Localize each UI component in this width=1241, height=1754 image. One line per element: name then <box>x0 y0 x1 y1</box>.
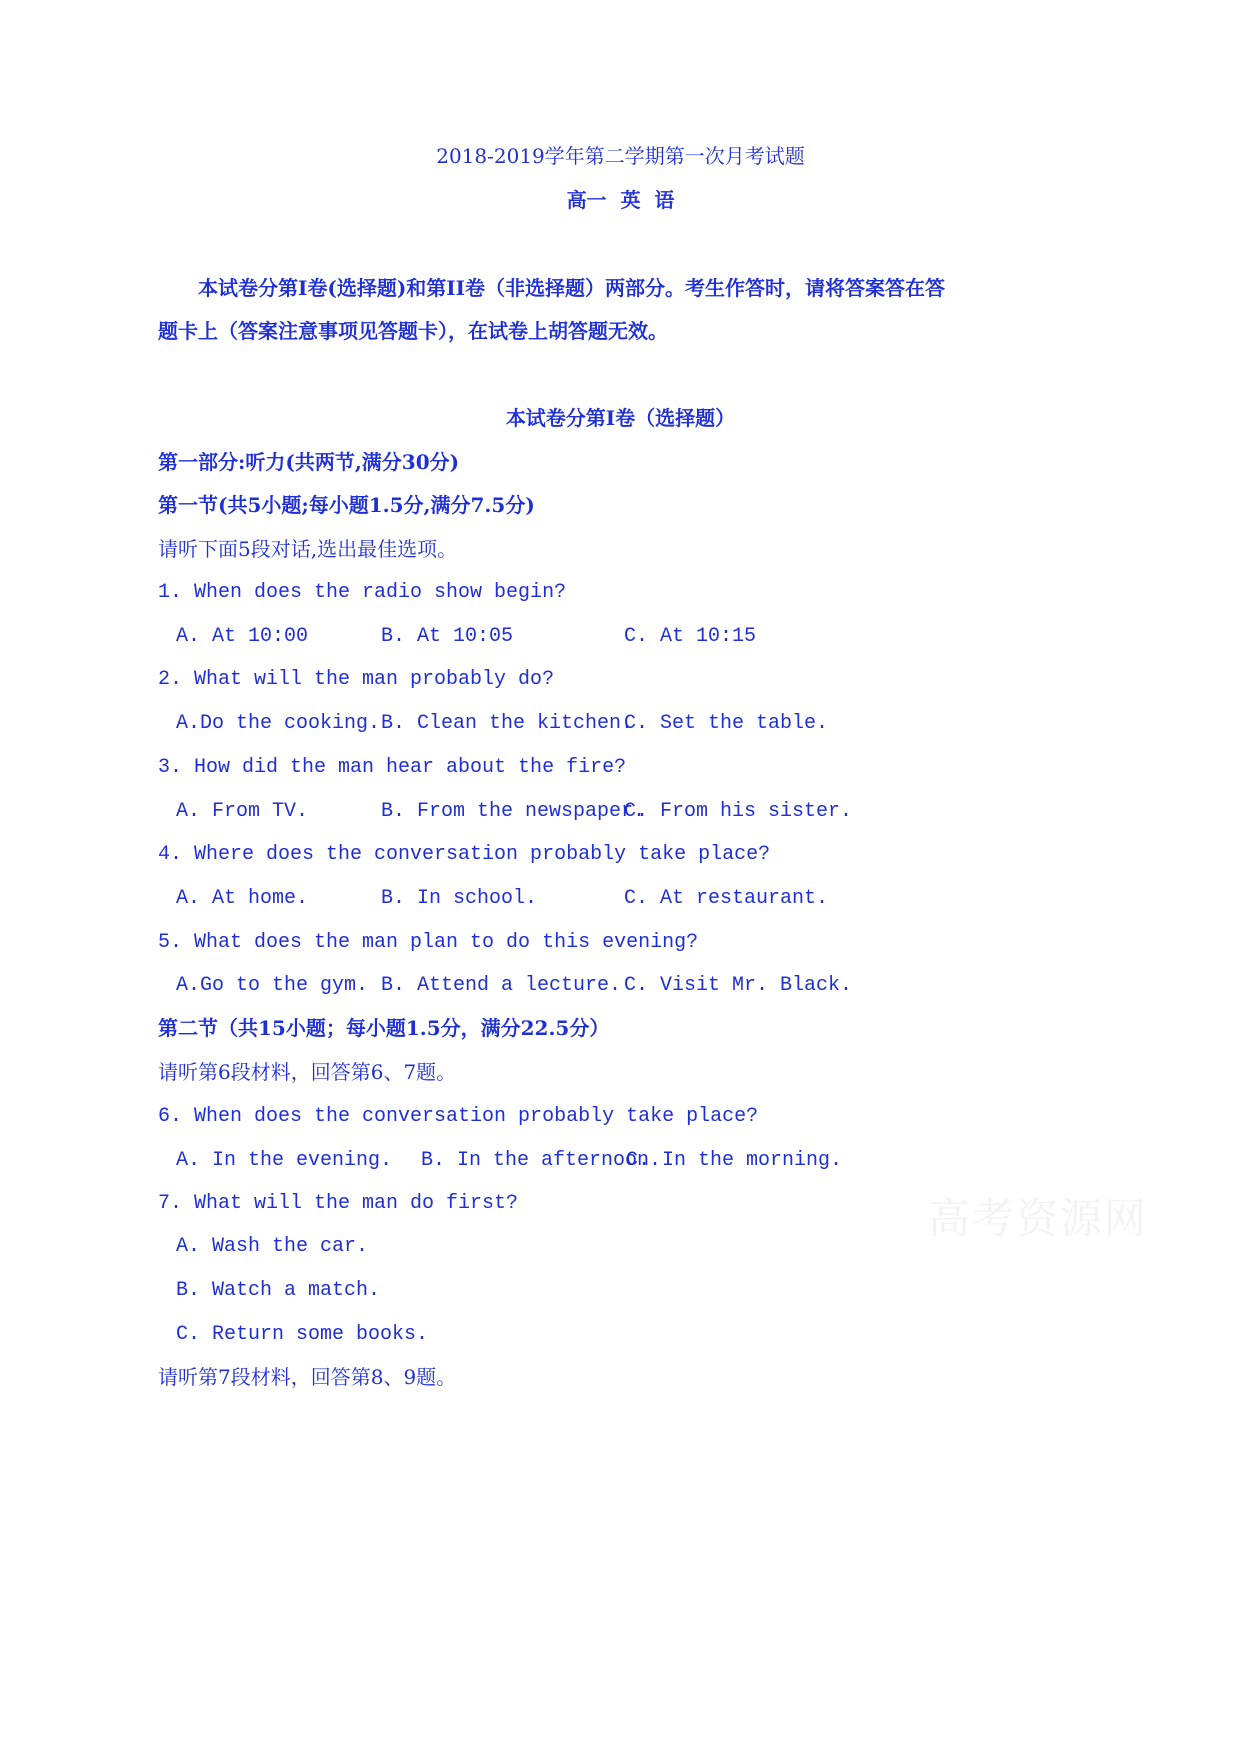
section2-instruction-1: 请听第6段材料，回答第6、7题。 <box>158 1060 457 1084</box>
question-5: 5. What does the man plan to do this evening? <box>158 931 699 954</box>
q7-option-c: C. Return some books. <box>176 1323 429 1346</box>
question-2: 2. What will the man probably do? <box>158 668 555 691</box>
section1-instruction: 请听下面5段对话,选出最佳选项。 <box>158 537 458 561</box>
part1-heading: 第一部分:听力(共两节,满分30分) <box>158 450 460 474</box>
volume-title: 本试卷分第Ⅰ卷（选择题） <box>505 406 736 430</box>
intro-line-2: 题卡上（答案注意事项见答题卡），在试卷上胡答题无效。 <box>158 319 668 343</box>
q4-option-b: B. In school. <box>381 887 538 910</box>
q3-option-b: B. From the newspaper. <box>381 800 646 823</box>
q3-option-a: A. From TV. <box>176 800 309 823</box>
question-7: 7. What will the man do first? <box>158 1192 519 1215</box>
q4-option-a: A. At home. <box>176 887 309 910</box>
question-6: 6. When does the conversation probably take place? <box>158 1105 759 1128</box>
q6-option-a: A. In the evening. <box>176 1149 393 1172</box>
q5-option-c: C. Visit Mr. Black. <box>624 974 853 997</box>
watermark: 高考资源网 <box>928 1194 1149 1243</box>
q5-option-a: A.Go to the gym. <box>176 974 369 997</box>
q4-option-c: C. At restaurant. <box>624 887 829 910</box>
section2-instruction-2: 请听第7段材料，回答第8、9题。 <box>158 1365 457 1389</box>
q5-option-b: B. Attend a lecture. <box>381 974 622 997</box>
q7-option-a: A. Wash the car. <box>176 1235 369 1258</box>
exam-subtitle: 高一 英 语 <box>566 188 675 212</box>
q1-option-b: B. At 10:05 <box>381 625 514 648</box>
question-3: 3. How did the man hear about the fire? <box>158 756 627 779</box>
intro-line-1: 本试卷分第Ⅰ卷(选择题)和第II卷（非选择题）两部分。考生作答时，请将答案答在答 <box>198 276 945 300</box>
section1-heading: 第一节(共5小题;每小题1.5分,满分7.5分) <box>158 493 535 517</box>
q6-option-b: B. In the afternoon. <box>421 1149 662 1172</box>
question-1: 1. When does the radio show begin? <box>158 581 567 604</box>
q2-option-b: B. Clean the kitchen. <box>381 712 634 735</box>
q6-option-c: C. In the morning. <box>626 1149 843 1172</box>
exam-title: 2018-2019学年第二学期第一次月考试题 <box>436 144 805 168</box>
q1-option-a: A. At 10:00 <box>176 625 309 648</box>
q3-option-c: C. From his sister. <box>624 800 853 823</box>
question-4: 4. Where does the conversation probably take place? <box>158 843 771 866</box>
q2-option-a: A.Do the cooking. <box>176 712 381 735</box>
q1-option-c: C. At 10:15 <box>624 625 757 648</box>
section2-heading: 第二节（共15小题；每小题1.5分，满分22.5分） <box>158 1016 610 1040</box>
q7-option-b: B. Watch a match. <box>176 1279 381 1302</box>
q2-option-c: C. Set the table. <box>624 712 829 735</box>
